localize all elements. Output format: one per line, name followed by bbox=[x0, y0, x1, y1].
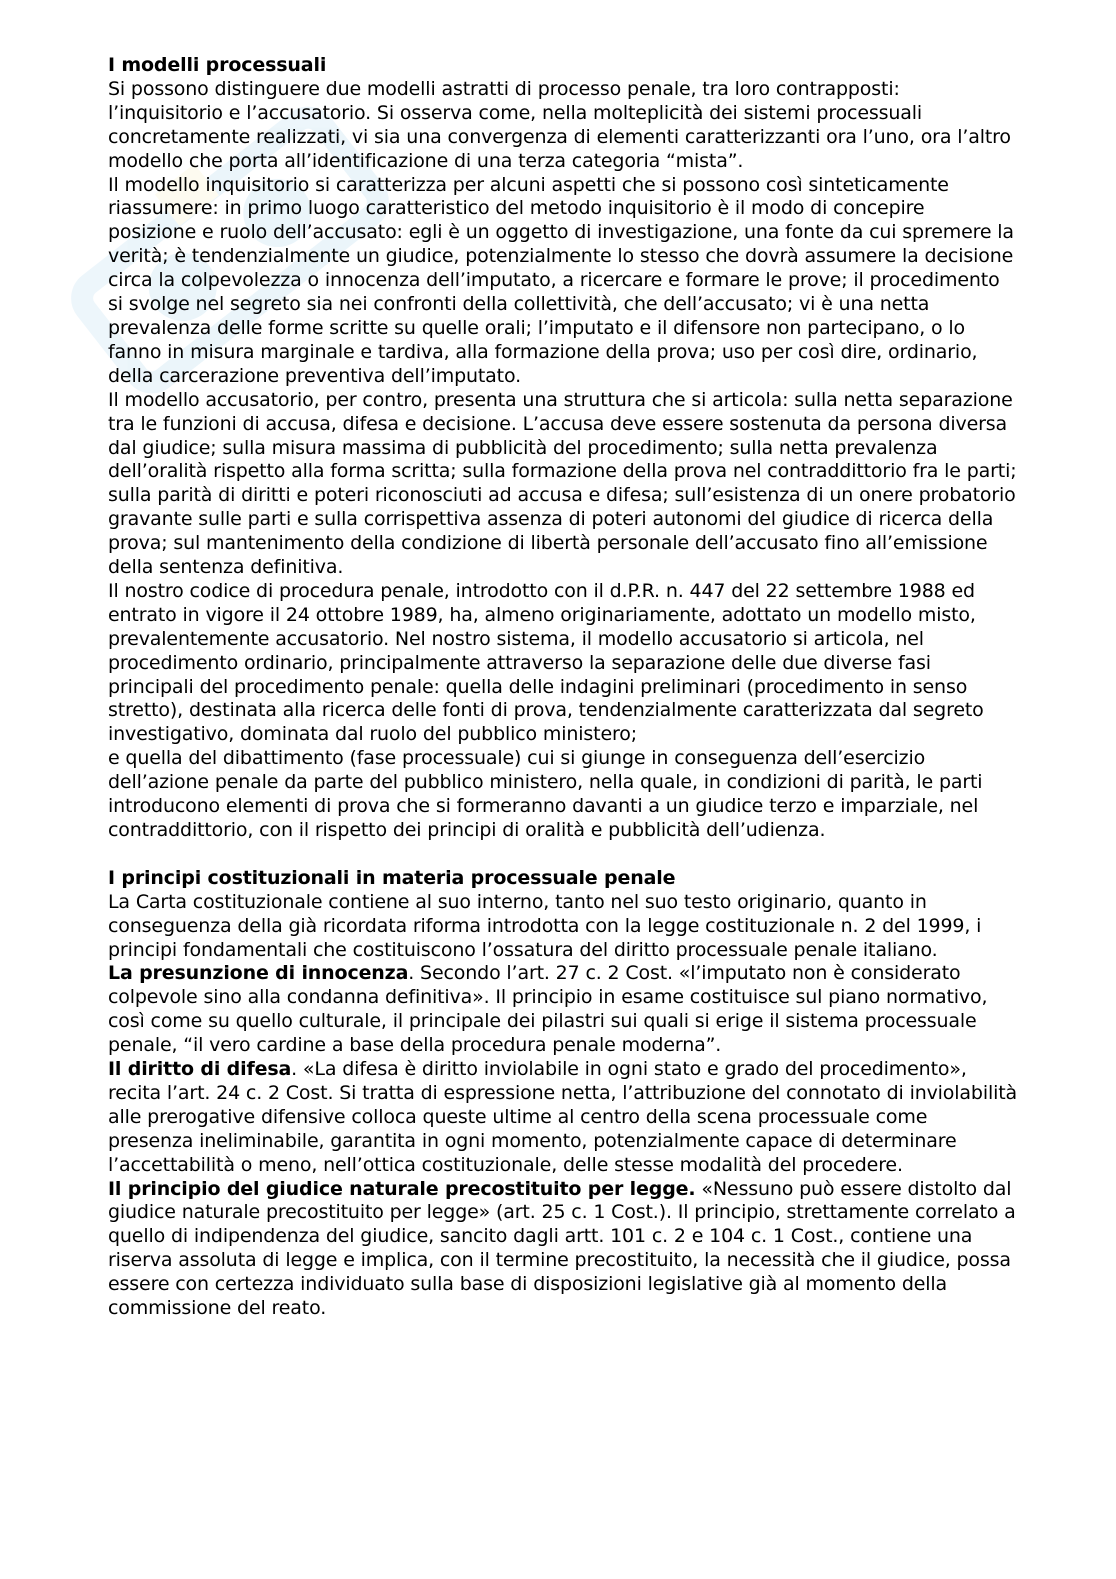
paragraph: Il nostro codice di procedura penale, introdotto con il d.P.R. n. 447 del 22 settembre 1988 ed entrato in vigore il 24 ottobre 1989, ha, almeno originariamente, adottato un modello misto, prevalentemente accusatorio. Nel nostro sistema, il modello accusatorio si articola, nel procedimento ordinario, principalmente attraverso la separazione delle due diverse fasi principali del procedimento penale: quella delle indagini preliminari (procedimento in senso stretto), destinata alla ricerca delle fonti di prova, tendenzialmente caratterizzata dal segreto investigativo, dominata dal ruolo del pubblico ministero; bbox=[108, 579, 984, 746]
paragraph: Si possono distinguere due modelli astratti di processo penale, tra loro contrapposti: l’inquisitorio e l’accusatorio. Si osserva come, nella molteplicità dei sistemi processuali concretamente realizzati, vi sia una convergenza di elementi caratterizzanti ora l’uno, ora l’altro modello che porta all’identificazione di una terza categoria “mista”. bbox=[108, 77, 1011, 172]
section-spacer bbox=[108, 843, 1018, 867]
paragraph: Il modello inquisitorio si caratterizza per alcuni aspetti che si possono così sinteticamente riassumere: in primo luogo caratteristico del metodo inquisitorio è il modo di concepire posizione e ruolo dell’accusato: egli è un oggetto di investigazione, una fonte da cui spremere la verità; è tendenzialmente un giudice, potenzialmente lo stesso che dovrà assumere la decisione circa la colpevolezza o innocenza dell’imputato, a ricercare e formare le prove; il procedimento si svolge nel segreto sia nei confronti della collettività, che dell’accusato; vi è una netta prevalenza delle forme scritte su quelle orali; l’imputato e il difensore non partecipano, o lo fanno in misura marginale e tardiva, alla formazione della prova; uso per così dire, ordinario, della carcerazione preventiva dell’imputato. bbox=[108, 173, 1014, 387]
principle-text: . Secondo l’art. 27 c. 2 Cost. «l’imputato non è considerato colpevole sino alla condanna definitiva». Il principio in esame costituisce sul piano normativo, così come su quello culturale, il principale dei pilastri sui quali si erige il sistema processuale penale, “il vero cardine a base della procedura penale moderna”. bbox=[108, 962, 988, 1057]
section-heading: I principi costituzionali in materia processuale penale bbox=[108, 866, 676, 889]
paragraph: La Carta costituzionale contiene al suo interno, tanto nel suo testo originario, quanto in conseguenza della già ricordata riforma introdotta con la legge costituzionale n. 2 del 1999, i principi fondamentali che costituiscono l’ossatura del diritto processuale penale italiano. bbox=[108, 890, 982, 961]
principle-title: Il diritto di difesa bbox=[108, 1058, 292, 1081]
principle-paragraph bbox=[108, 962, 1018, 1058]
document-body bbox=[108, 54, 1018, 1321]
principle-paragraph bbox=[108, 1178, 1018, 1321]
paragraph: Il modello accusatorio, per contro, presenta una struttura che si articola: sulla netta separazione tra le funzioni di accusa, difesa e decisione. L’accusa deve essere sostenuta da persona diversa dal giudice; sulla misura massima di pubblicità del procedimento; sulla netta prevalenza dell’oralità rispetto alla forma scritta; sulla formazione della prova nel contraddittorio fra le parti; sulla parità di diritti e poteri riconosciuti ad accusa e difesa; sull’esistenza di un onere probatorio gravante sulle parti e sulla corrispettiva assenza di poteri autonomi del giudice di ricerca della prova; sul mantenimento della condizione di libertà personale dell’accusato fino all’emissione della sentenza definitiva. bbox=[108, 388, 1017, 579]
principle-text: «Nessuno può essere distolto dal giudice naturale precostituito per legge» (art. 25 c. 1 Cost.). Il principio, strettamente correlato a quello di indipendenza del giudice, sancito dagli artt. 101 c. 2 e 104 c. 1 Cost., contiene una riserva assoluta di legge e implica, con il termine precostituito, la necessità che il giudice, possa essere con certezza individuato sulla base di disposizioni legislative già al momento della commissione del reato. bbox=[108, 1177, 1016, 1320]
principle-title: Il principio del giudice naturale precostituito per legge. bbox=[108, 1177, 696, 1200]
section-heading: I modelli processuali bbox=[108, 54, 327, 76]
principle-text: . «La difesa è diritto inviolabile in ogni stato e grado del procedimento», recita l’art. 24 c. 2 Cost. Si tratta di espressione netta, l’attribuzione del connotato di inviolabilità alle prerogative difensive colloca queste ultime al centro della scena processuale come presenza ineliminabile, garantita in ogni momento, potenzialmente capace di determinare l’accettabilità o meno, nell’ottica costituzionale, delle stesse modalità del procedere. bbox=[108, 1058, 1017, 1176]
principle-paragraph bbox=[108, 1058, 1018, 1178]
principle-title: La presunzione di innocenza bbox=[108, 962, 409, 985]
paragraph: e quella del dibattimento (fase processuale) cui si giunge in conseguenza dell’esercizio dell’azione penale da parte del pubblico ministero, nella quale, in condizioni di parità, le parti introducono elementi di prova che si formeranno davanti a un giudice terzo e imparziale, nel contraddittorio, con il rispetto dei principi di oralità e pubblicità dell’udienza. bbox=[108, 747, 983, 841]
